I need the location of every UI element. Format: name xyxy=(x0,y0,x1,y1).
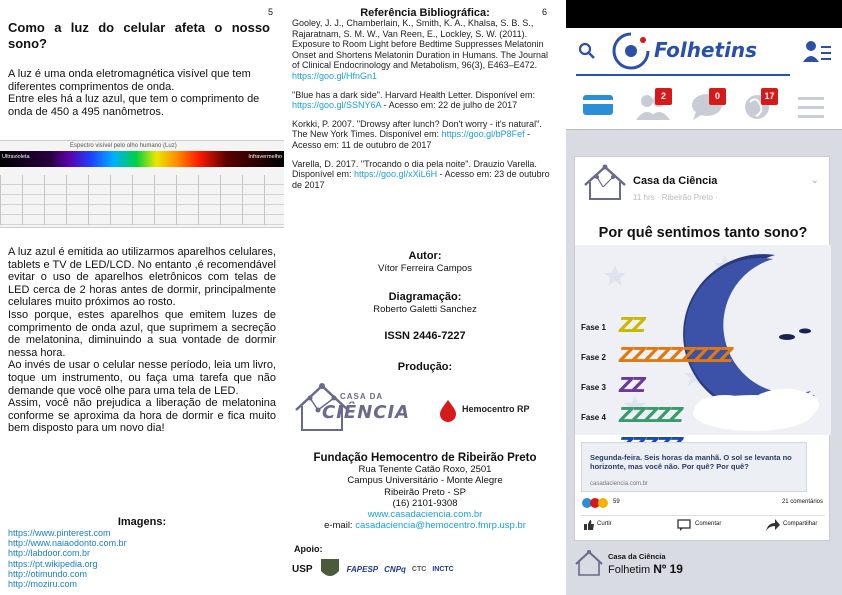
author-name: Vítor Ferreira Campos xyxy=(378,263,472,274)
chevron-down-icon[interactable]: ⌄ xyxy=(810,175,819,186)
paragraph: Entre eles há a luz azul, que tem o comprimento de onda de 450 a 495 nanômetros. xyxy=(8,93,260,118)
spectrum-uv-label: Ultravioleta xyxy=(2,154,30,160)
share-icon[interactable] xyxy=(765,518,781,532)
issn: ISSN 2446-7227 xyxy=(384,330,466,342)
sleep-phases-illustration xyxy=(575,245,831,435)
fapesp-logo: FAPESP xyxy=(346,564,379,574)
reference-item: "Blue has a dark side". Harvard Health Letter. Disponível em: https://goo.gl/SSNY6A - Acesso em: 22 de julho de 2017 xyxy=(292,89,536,111)
notification-badge: 2 xyxy=(655,88,672,105)
image-link[interactable]: http://labdoor.com.br xyxy=(8,548,91,559)
casa-da-ciencia-avatar[interactable] xyxy=(583,163,627,203)
post-actions xyxy=(581,515,825,533)
references-heading: Referência Bibliográfica: xyxy=(360,7,490,19)
reference-link[interactable]: https://goo.gl/bP8Fef xyxy=(441,129,525,140)
intro-text xyxy=(8,68,276,118)
like-button[interactable]: Curtir xyxy=(597,521,612,527)
reactions-count: 59 xyxy=(613,499,620,505)
image-link[interactable]: https://pt.wikipedia.org xyxy=(8,558,98,569)
comments-count[interactable]: 21 comentários xyxy=(781,499,823,505)
image-link[interactable]: https://www.pinterest.com xyxy=(8,528,111,538)
notification-badge: 17 xyxy=(761,88,778,105)
reference-item: Korkki, P. 2007. "Drowsy after lunch? Don't worry - it's natural". The New York Times. Disponível em: https://goo.gl/bP8Fef - Acesso em: 11 de outubro de 2017 xyxy=(292,118,542,150)
usp-logo: USP xyxy=(292,563,313,575)
share-button[interactable]: Compartilhar xyxy=(783,521,818,527)
page-7-phone-mockup xyxy=(566,0,842,595)
image-link[interactable]: http://otimundo.com xyxy=(8,568,88,579)
casa-da-ciencia-small-logo xyxy=(574,548,604,578)
spectrum-bar xyxy=(0,151,284,167)
reference-item: Gooley, J. J., Chamberlain, K., Smith, K. A., Khalsa, S. B. S., Rajaratnam, S. M. W., Van Reen, E., Lockley, S. W. (2011). Exposure to Room Light before Bedtime Suppresses Melatonin Onset and Shortens Melatonin Duration in Humans. The Journal of Clinical Endocrinology and Metabolism, 96(3), E463–E472. https://goo.gl/HfnGn1 xyxy=(292,18,548,81)
post-author[interactable]: Casa da Ciência xyxy=(633,175,718,187)
email-line: e-mail: casadaciencia@hemocentro.fmrp.usp.br xyxy=(324,520,526,532)
spectrum-title: Espectro visível pelo olho humano (Luz) xyxy=(70,143,177,149)
email-link[interactable]: casadaciencia@hemocentro.fmrp.usp.br xyxy=(355,520,526,532)
menu-icon[interactable] xyxy=(796,94,826,120)
foundation-info xyxy=(284,452,566,532)
image-link[interactable]: http://www.naiaodonto.com.br xyxy=(8,538,127,549)
tab-friends[interactable] xyxy=(636,92,670,122)
phase-label: Fase 1 xyxy=(581,323,606,332)
spectrum-scale-grid xyxy=(0,175,284,225)
logo-bottom-text: CIÊNCIA xyxy=(322,402,411,423)
comment-icon[interactable] xyxy=(677,519,691,531)
phase-zz: ZZZZZZZZZ xyxy=(619,343,732,367)
support-label: Apoio: xyxy=(294,544,323,554)
image-link[interactable]: http://moziru.com xyxy=(8,579,78,590)
footer-issue: Folhetim Nº 19 xyxy=(608,562,683,576)
ctc-logo: CTC xyxy=(411,565,427,573)
post-title: Por quê sentimos tanto sono? xyxy=(598,225,808,241)
tab-notifications[interactable] xyxy=(742,92,776,122)
crest-icon xyxy=(319,557,341,581)
post-meta: 11 hrs · Ribeirão Preto · xyxy=(633,193,718,202)
link-preview-text: Segunda-feira. Seis horas da manhã. O sol se levanta no horizonte, mas você não. Por quê? Por quê? xyxy=(590,453,792,471)
page-5 xyxy=(0,0,284,595)
reference-link[interactable]: https://goo.gl/SSNY6A xyxy=(292,100,382,111)
paragraph: A luz é uma onda eletromagnética visível que tem diferentes comprimentos de onda. xyxy=(8,68,251,93)
page-number: 6 xyxy=(542,7,548,17)
image-credits-list xyxy=(8,528,127,589)
phase-label: Fase 3 xyxy=(581,383,606,392)
moon-sleeping-icon xyxy=(575,245,831,435)
card-icon xyxy=(582,92,614,118)
foundation-name: Fundação Hemocentro de Ribeirão Preto xyxy=(313,452,537,464)
search-icon[interactable] xyxy=(578,42,596,60)
folhetim-footer xyxy=(574,548,830,584)
images-heading: Imagens: xyxy=(117,516,167,528)
blood-drop-icon xyxy=(436,398,460,422)
page-number: 5 xyxy=(268,7,274,17)
support-logos xyxy=(292,556,560,582)
reference-link[interactable]: https://goo.gl/xXiL6H xyxy=(354,169,438,180)
paragraph: Isso porque, estes aparelhos que emitem luzes de comprimento de onda azul, que suprimem a secreção de melatonina, diminuindo a sua vontade de dormir nessa hora. xyxy=(8,308,276,359)
paragraph: A luz azul é emitida ao utilizarmos aparelhos celulares, tablets e TV de LED/LCD. No entanto ,é recomendável evitar o uso de aparelhos eletrônicos com telas de LED cerca de 2 horas antes de dormir, principalmente celulares muito próximos ao rosto. xyxy=(8,246,276,309)
app-tab-bar xyxy=(566,84,842,130)
production-label: Produção: xyxy=(397,361,453,373)
link-preview-domain: casadaciencia.com.br xyxy=(590,481,649,487)
paragraph: Ao invés de usar o celular nesse período, leia um livro, toque um instrumento, ou faça uma tarefa que não demande que você olhe para uma tela de LED. xyxy=(8,359,276,397)
hemocentro-text: Hemocentro RP xyxy=(462,404,530,414)
tab-feed[interactable] xyxy=(582,92,616,122)
header-underline xyxy=(576,74,790,76)
author-label: Autor: xyxy=(408,250,442,262)
profile-menu-icon[interactable] xyxy=(802,40,832,64)
reference-link[interactable]: https://goo.gl/HfnGn1 xyxy=(292,70,378,81)
notification-badge: 0 xyxy=(709,88,726,105)
website-link[interactable]: www.casadaciencia.com.br xyxy=(367,509,483,521)
light-spectrum-figure xyxy=(0,140,284,228)
reference-item: Varella, D. 2017. "Trocando o dia pela noite". Drauzio Varella. Disponível em: https://goo.gl/xXiL6H - Acesso em: 23 de outubro de 2017 xyxy=(292,158,550,190)
post-card xyxy=(574,156,830,541)
address-line: Campus Universitário - Monte Alegre xyxy=(347,475,503,487)
phone: (16) 2101-9308 xyxy=(392,497,458,509)
spectrum-ir-label: Infravermelho xyxy=(248,154,282,160)
layout-name: Roberto Galetti Sanchez xyxy=(373,304,477,315)
phase-label: Fase 2 xyxy=(581,353,606,362)
phase-label: Fase 4 xyxy=(581,413,606,422)
main-text xyxy=(8,246,276,435)
address-line: Rua Tenente Catão Roxo, 2501 xyxy=(358,464,492,475)
comment-button[interactable]: Comentar xyxy=(695,521,722,527)
article-title: Como a luz do celular afeta o nosso sono? xyxy=(8,20,270,51)
references-list xyxy=(292,18,554,198)
logo-top-text: CASA DA xyxy=(340,392,384,401)
phase-zz: ZZ xyxy=(619,373,645,397)
layout-label: Diagramação: xyxy=(388,291,462,303)
phase-zz: ZZ xyxy=(619,313,645,337)
reaction-icons[interactable] xyxy=(581,497,611,509)
page-6 xyxy=(284,0,566,595)
app-logo-icon xyxy=(610,30,652,72)
phase-zz: ZZZZZ xyxy=(619,403,682,427)
paragraph: Assim, você não prejudica a liberação de melatonina conforme se aproxima da hora de dormir e fica muito bem disposto para um novo dia! xyxy=(8,397,276,435)
phone-status-bar xyxy=(566,0,842,28)
address-line: Ribeirão Preto - SP xyxy=(384,486,466,498)
inctc-logo: INCTC xyxy=(432,565,454,573)
tab-messages[interactable] xyxy=(690,92,724,122)
like-icon[interactable] xyxy=(583,519,595,531)
link-preview[interactable] xyxy=(581,442,807,492)
casa-da-ciencia-logo xyxy=(292,380,422,436)
app-name: Folhetins xyxy=(654,38,758,62)
app-header xyxy=(566,28,842,84)
cnpq-logo: CNPq xyxy=(384,564,406,574)
hemocentro-logo xyxy=(436,398,548,422)
footer-name: Casa da Ciência xyxy=(608,552,666,561)
reactions-row xyxy=(581,497,825,509)
